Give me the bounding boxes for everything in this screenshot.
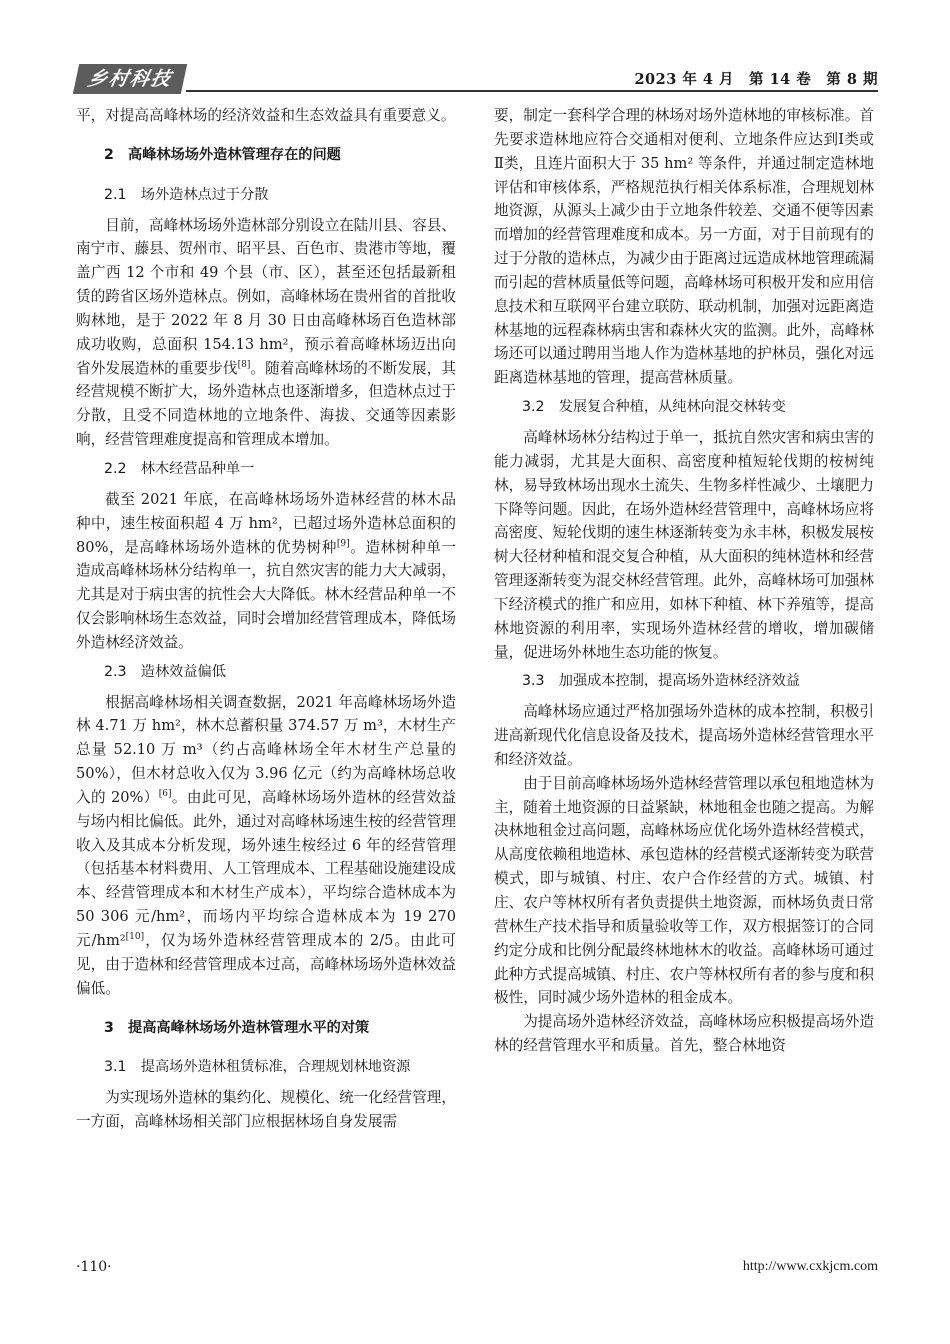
subsection-heading: 3.2 发展复合种植，从纯林向混交林转变 xyxy=(522,399,786,416)
journal-logo: 乡村科技 xyxy=(73,64,187,94)
subsection-heading: 2.3 造林效益偏低 xyxy=(104,663,226,680)
subsection-heading: 3.1 提高场外造林租赁标准，合理规划林地资源 xyxy=(104,1059,411,1076)
paragraph: 由于目前高峰林场场外造林经营管理以承包租地造林为主，随着土地资源的日益紧缺，林地租金也随之提高。为解决林地租金过高问题，高峰林场应优化场外造林经营模式，从高度依赖租地造林、承包造林的经营模式逐渐转变为联营模式，即与城镇、村庄、农户合作经营的方式。城镇、村庄、农户等林权所有者负责提供土地资源，而林场负责日常营林生产技术指导和质量验收等工作，双方根据签订的合同约定分成和比例分配最终林地林木的收益。高峰林场可通过此种方式提高城镇、村庄、农户等林权所有者的参与度和积极性，同时减少场外造林的租金成本。 xyxy=(494,774,874,1007)
paragraph: 根据高峰林场相关调查数据，2021 年高峰林场场外造林 4.71 万 hm²，林木总蓄积量 374.57 万 m³，木材生产总量 52.10 万 m³（约占高峰林场全年木材生产总量的 50%），但木材总收入仅为 3.96 亿元（约为高峰林场总收入的 20%）[6]。由此可见，高峰林场场外造林的经营效益与场内相比偏低。此外，通过对高峰林场速生桉的经营管理收入及其成本分析发现，场外速生桉经过 6 年的经营管理（包括基本材料费用、人工管理成本、工程基础设施建设成本、经营管理成本和木材生产成本），平均综合造林成本为 50 306 元/hm²，而场内平均综合造林成本为 19 270 元/hm²[10]，仅为场外造林经营管理成本的 2/5。由此可见，由于造林和经营管理成本过高，高峰林场场外造林效益偏低。 xyxy=(76,693,456,997)
header-rule xyxy=(186,90,878,92)
paragraph: 为提高场外造林经济效益，高峰林场应积极提高场外造林的经营管理水平和质量。首先，整合林地资 xyxy=(494,1013,874,1055)
page-number: ·110· xyxy=(76,1259,112,1275)
paragraph: 高峰林场应通过严格加强场外造林的成本控制，积极引进高新现代化信息设备及技术，提高场外造林经营管理水平和经济效益。 xyxy=(494,703,874,768)
issue-info: 2023 年 4 月 第 14 卷 第 8 期 xyxy=(634,71,878,88)
subsection-heading: 2.1 场外造林点过于分散 xyxy=(104,186,269,203)
paragraph: 高峰林场林分结构过于单一，抵抗自然灾害和病虫害的能力减弱，尤其是大面积、高密度种植短轮伐期的桉树纯林，易导致林场出现水土流失、生物多样性减少、土壤肥力下降等问题。因此，在场外造林经营管理中，高峰林场应将高密度、短轮伐期的速生林逐渐转变为永丰林，积极发展桉树大径材种植和混交复合种植，从大面积的纯林造林和经营管理逐渐转变为混交林经营管理。此外，高峰林场可加强林下经济模式的推广和应用，如林下种植、林下养殖等，提高林地资源的利用率，实现场外造林经营的增收，增加碳储量，促进场外林地生态功能的恢复。 xyxy=(494,428,874,661)
section-heading: 2 高峰林场场外造林管理存在的问题 xyxy=(104,146,341,163)
section-heading: 3 提高高峰林场场外造林管理水平的对策 xyxy=(104,1019,370,1036)
subsection-heading: 2.2 林木经营品种单一 xyxy=(104,460,255,477)
citation: [9] xyxy=(336,538,350,549)
paragraph: 目前，高峰林场场外造林部分别设立在陆川县、容县、南宁市、藤县、贺州市、昭平县、百色市、贵港市等地，覆盖广西 12 个市和 49 个县（市、区），甚至还包括最新租赁的跨省区场外造林点。例如，高峰林场在贵州省的首批收购林地，是于 2022 年 8 月 30 日由高峰林场百色造林部成功收购，总面积 154.13 hm²，预示着高峰林场迈出向省外发展造林的重要步伐[8]。随着高峰林场的不断发展，其经营规模不断扩大，场外造林点也逐渐增多，但造林点过于分散，且受不同造林地的立地条件、海拔、交通等因素影响，经营管理难度提高和管理成本增加。 xyxy=(76,216,456,449)
citation: [8] xyxy=(237,359,251,370)
page-header xyxy=(76,64,878,98)
paragraph: 平，对提高高峰林场的经济效益和生态效益具有重要意义。 xyxy=(76,107,456,124)
citation: [6] xyxy=(158,789,172,800)
citation: [10] xyxy=(125,932,145,943)
right-column xyxy=(494,104,874,1058)
paragraph: 为实现场外造林的集约化、规模化、统一化经营管理，一方面，高峰林场相关部门应根据林场自身发展需 xyxy=(76,1089,456,1131)
journal-url[interactable]: http://www.cxkjcm.com xyxy=(742,1259,878,1274)
left-column xyxy=(76,104,456,1134)
paragraph: 要，制定一套科学合理的林场对场外造林地的审核标准。首先要求造林地应符合交通相对便利、立地条件应达到Ⅰ类或Ⅱ类，且连片面积大于 35 hm² 等条件，并通过制定造林地评估和审核体系，严格规范执行相关体系标准，合理规划林地资源，从源头上减少由于立地条件较差、交通不便等因素而增加的经营管理难度和成本。另一方面，对于目前现有的过于分散的造林点，为减少由于距离过远造成林地管理疏漏而引起的营林质量低等问题，高峰林场可积极开发和应用信息技术和互联网平台建立联防、联动机制，加强对远距离造林基地的远程森林病虫害和森林火灾的监测。此外，高峰林场还可以通过聘用当地人作为造林基地的护林员，强化对远距离造林基地的管理，提高营林质量。 xyxy=(494,107,874,387)
paragraph: 截至 2021 年底，在高峰林场场外造林经营的林木品种中，速生桉面积超 4 万 hm²，已超过场外造林总面积的 80%，是高峰林场场外造林的优势树种[9]。造林树种单一造成高峰林场林分结构单一，抗自然灾害的能力大大减弱，尤其是对于病虫害的抗性会大大降低。林木经营品种单一不仅会影响林场生态效益，同时会增加经营管理成本，降低场外造林经济效益。 xyxy=(76,490,456,651)
subsection-heading: 3.3 加强成本控制，提高场外造林经济效益 xyxy=(522,673,800,690)
